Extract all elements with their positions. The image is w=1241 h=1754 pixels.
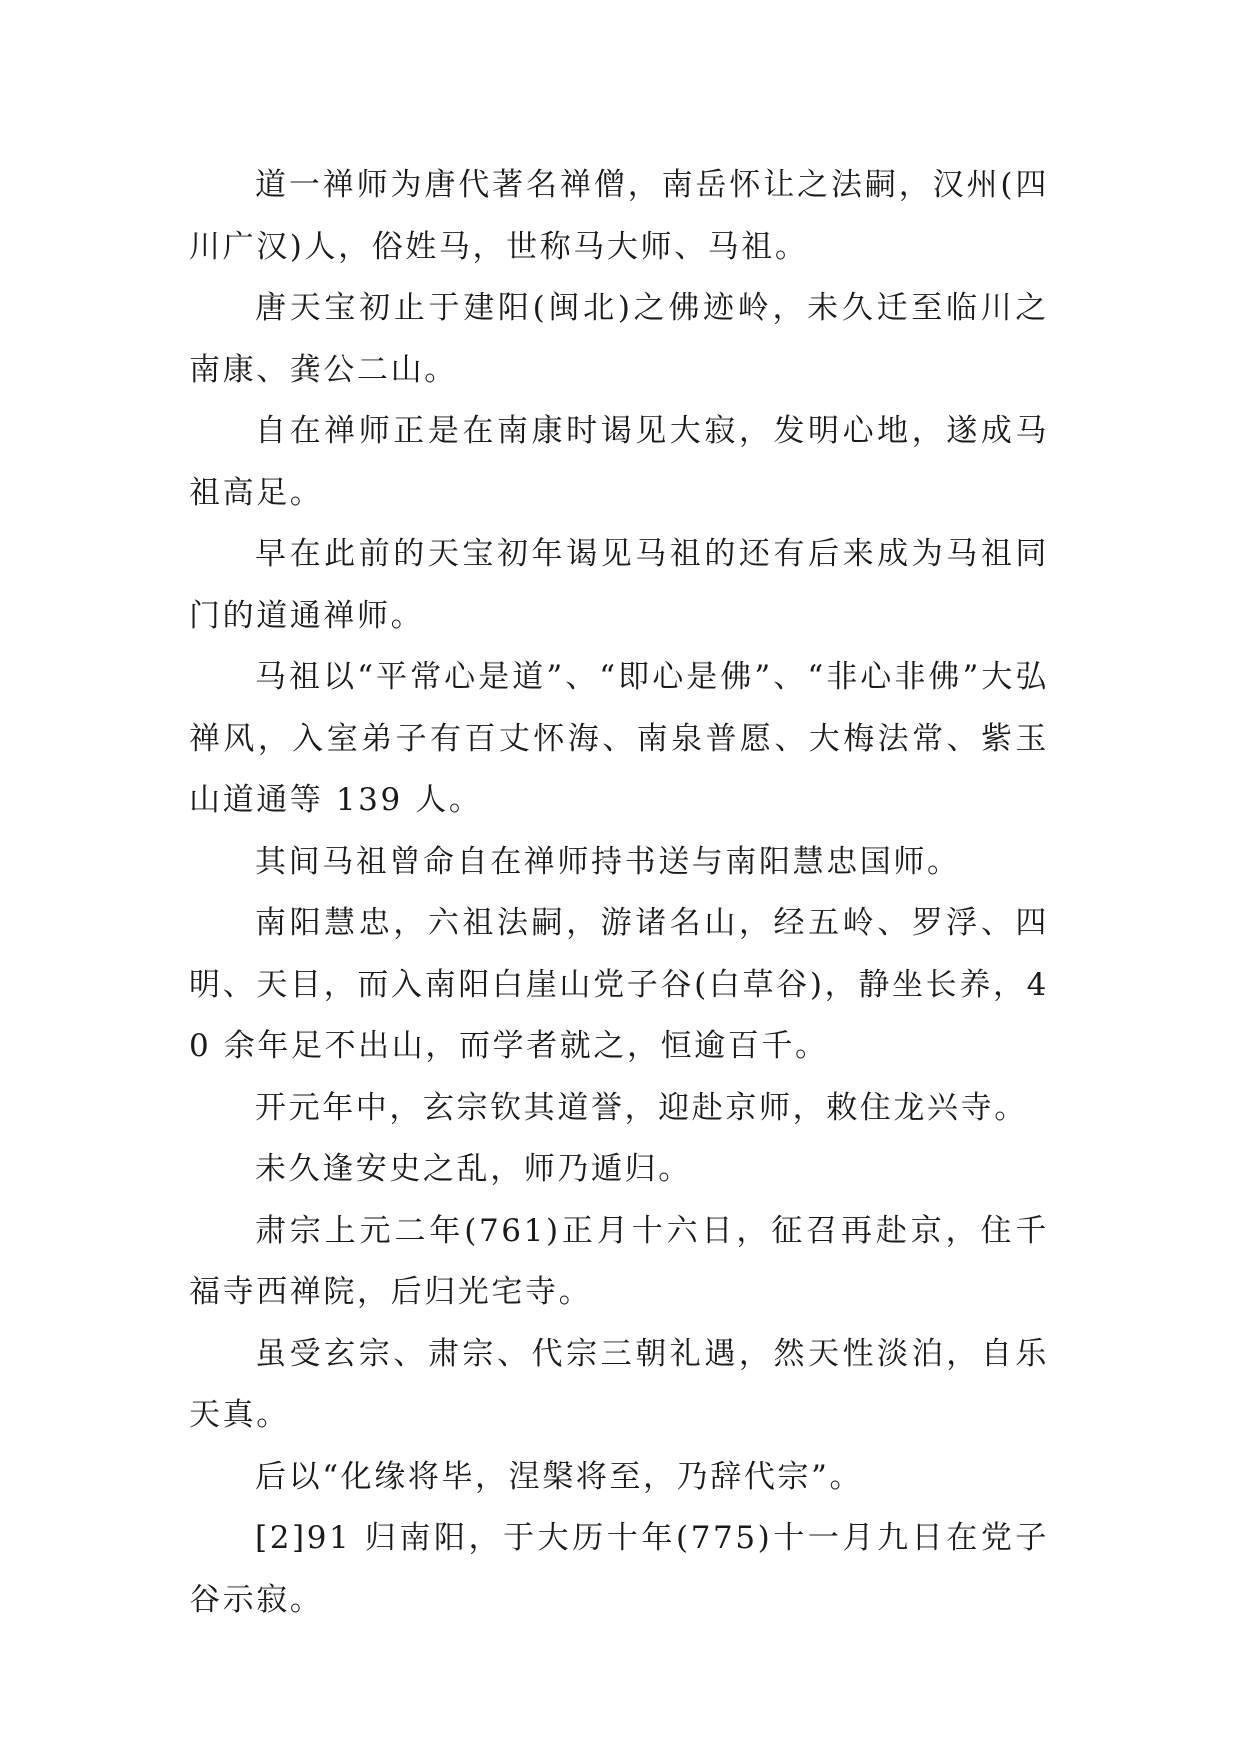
paragraph: 肃宗上元二年(761)正月十六日，征召再赴京，住千福寺西禅院，后归光宅寺。 (189, 1212, 1049, 1310)
paragraph: 开元年中，玄宗钦其道誉，迎赴京师，敕住龙兴寺。 (255, 1089, 1028, 1126)
paragraph: 道一禅师为唐代著名禅僧，南岳怀让之法嗣，汉州(四川广汉)人，俗姓马，世称马大师、马祖。 (189, 167, 1049, 265)
paragraph: 虽受玄宗、肃宗、代宗三朝礼遇，然天性淡泊，自乐天真。 (189, 1335, 1049, 1433)
paragraph: 后以“化缘将毕，涅槃将至，乃辞代宗”。 (255, 1458, 864, 1495)
paragraph: [2]91 归南阳，于大历十年(775)十一月九日在党子谷示寂。 (189, 1520, 1049, 1618)
paragraph: 自在禅师正是在南康时谒见大寂，发明心地，遂成马祖高足。 (189, 413, 1049, 511)
paragraph: 早在此前的天宝初年谒见马祖的还有后来成为马祖同门的道通禅师。 (189, 536, 1049, 634)
paragraph: 南阳慧忠，六祖法嗣，游诸名山，经五岭、罗浮、四明、天目，而入南阳白崖山党子谷(白草谷)，静坐长养，40 余年足不出山，而学者就之，恒逾百千。 (189, 905, 1049, 1064)
paragraph: 马祖以“平常心是道”、“即心是佛”、“非心非佛”大弘禅风，入室弟子有百丈怀海、南泉普愿、大梅法常、紫玉山道通等 139 人。 (189, 659, 1049, 818)
paragraph: 未久逢安史之乱，师乃遁归。 (255, 1151, 692, 1187)
document-body (189, 155, 1049, 1631)
paragraph: 其间马祖曾命自在禅师持书送与南阳慧忠国师。 (255, 843, 961, 880)
paragraph: 唐天宝初止于建阳(闽北)之佛迹岭，未久迁至临川之南康、龚公二山。 (189, 290, 1049, 388)
